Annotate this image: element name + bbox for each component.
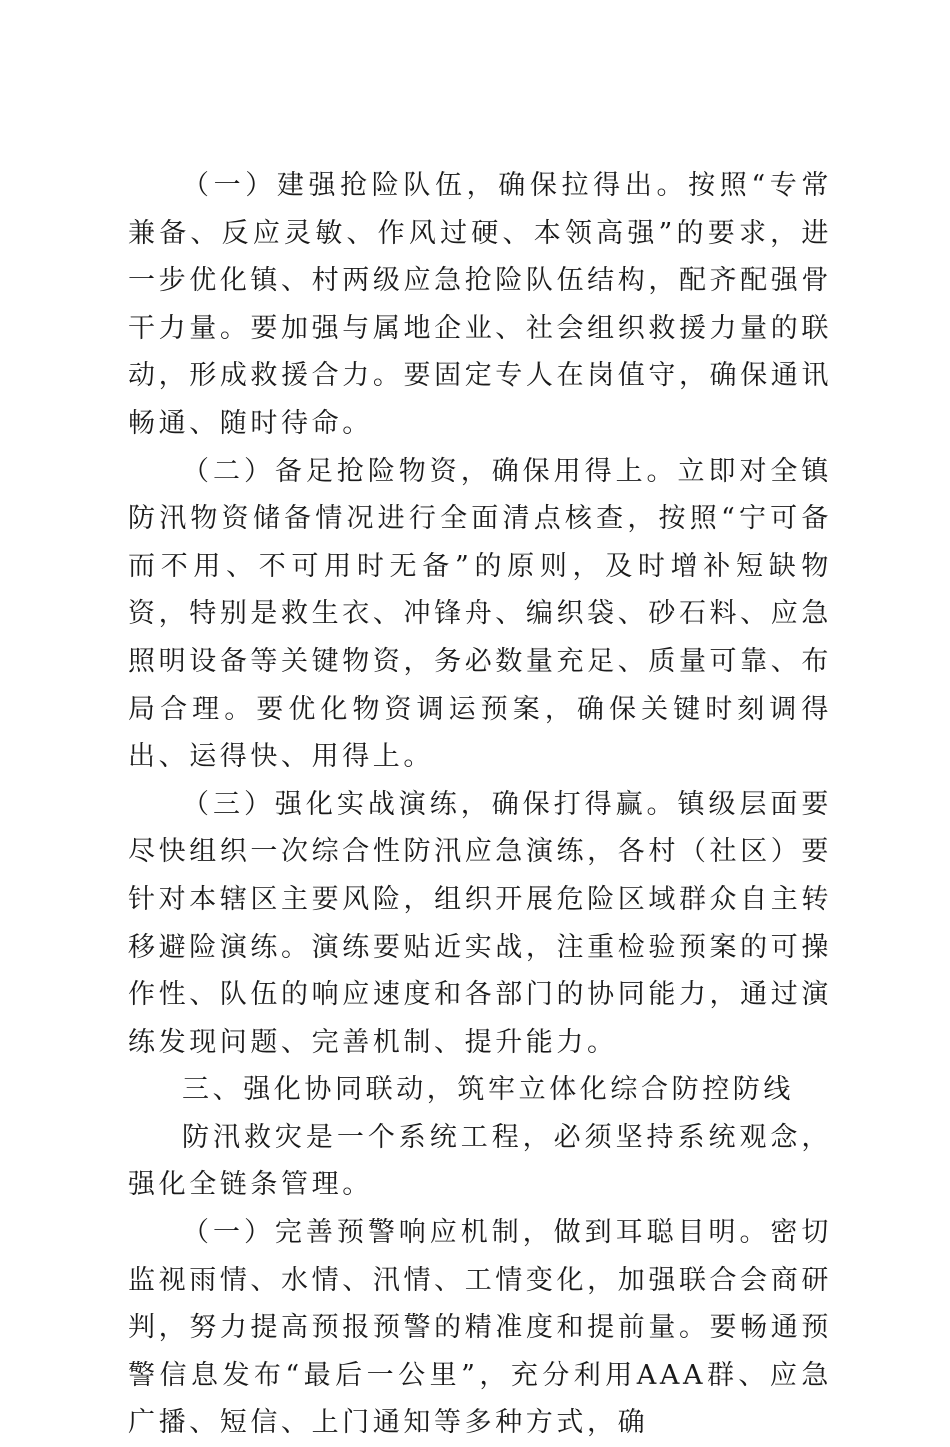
section-heading: 三、强化协同联动，筑牢立体化综合防控防线	[182, 1074, 794, 1106]
paragraph-early-warning: （一）完善预警响应机制，做到耳聪目明。密切监视雨情、水情、汛情、工情变化，加强联合会商研判，努力提高预报预警的精准度和提前量。要畅通预警信息发布“最后一公里”，充分利用AAA群、应急广播、短信、上门通知等多种方式，确	[128, 1217, 832, 1439]
paragraph-rescue-supplies: （二）备足抢险物资，确保用得上。立即对全镇防汛物资储备情况进行全面清点核查，按照“宁可备而不用、不可用时无备”的原则，及时增补短缺物资，特别是救生衣、冲锋舟、编织袋、砂石料、应急照明设备等关键物资，务必数量充足、质量可靠、布局合理。要优化物资调运预案，确保关键时刻调得出、运得快、用得上。	[128, 455, 832, 773]
paragraph-rescue-team: （一）建强抢险队伍，确保拉得出。按照“专常兼备、反应灵敏、作风过硬、本领高强”的要求，进一步优化镇、村两级应急抢险队伍结构，配齐配强骨干力量。要加强与属地企业、社会组织救援力量的联动，形成救援合力。要固定专人在岗值守，确保通讯畅通、随时待命。	[128, 170, 832, 439]
paragraph-drills: （三）强化实战演练，确保打得赢。镇级层面要尽快组织一次综合性防汛应急演练，各村（社区）要针对本辖区主要风险，组织开展危险区域群众自主转移避险演练。演练要贴近实战，注重检验预案的可操作性、队伍的响应速度和各部门的协同能力，通过演练发现问题、完善机制、提升能力。	[128, 788, 832, 1058]
paragraph-section-intro: 防汛救灾是一个系统工程，必须坚持系统观念，强化全链条管理。	[128, 1121, 832, 1201]
document-body	[128, 162, 832, 1447]
